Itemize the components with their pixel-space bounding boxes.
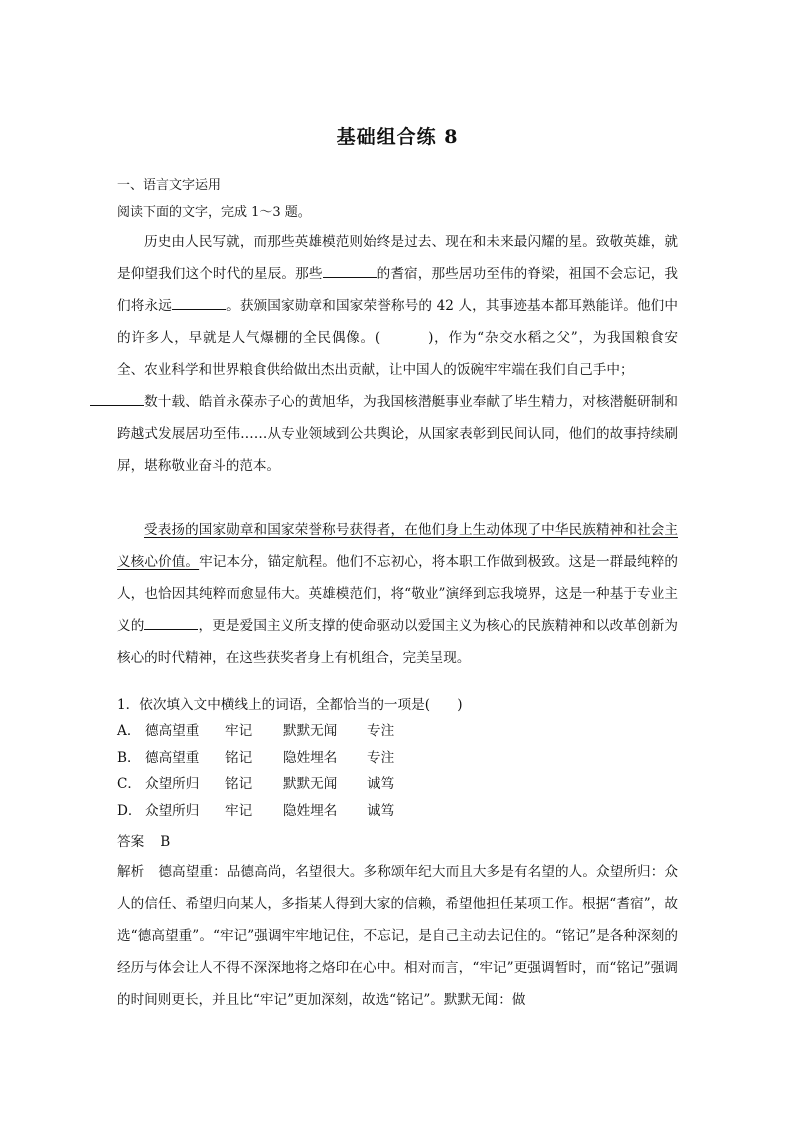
- passage-paragraph-1: [117, 226, 678, 482]
- fill-blank-4: [144, 615, 198, 630]
- option-letter: C．: [117, 776, 141, 792]
- question-stem: 1．依次填入文中横线上的词语，全都恰当的一项是( ): [117, 697, 463, 713]
- explanation-label: 解析: [117, 864, 145, 880]
- option-d: [117, 799, 427, 826]
- explanation-paragraph: [117, 856, 678, 1016]
- option-word: 默默无闻: [283, 776, 338, 792]
- option-word: 众望所归: [145, 776, 200, 792]
- option-word: 隐姓埋名: [283, 749, 338, 766]
- passage-paragraph-2: [117, 514, 678, 674]
- option-word: 众望所归: [145, 802, 200, 819]
- option-letter: A．: [117, 723, 141, 739]
- option-letter: B．: [117, 749, 141, 766]
- passage-text: 。获颁国家勋章和国家荣誉称号的 42 人，其事迹基本都耳熟能详。他们中的许多人，早就是人气爆棚的全民偶像。(: [117, 298, 679, 346]
- answer-value: B: [160, 834, 171, 850]
- answer-options: [117, 719, 427, 825]
- fill-blank-1: [323, 263, 377, 278]
- passage-text: ，作为“杂交水稻之父”，为我国粮食安全、农业科学和世界粮食供给做出杰出贡献，让中国人的饭碗牢牢端在我们自己手中；: [117, 330, 678, 378]
- answer-label: 答案: [117, 834, 145, 850]
- section-heading: 一、语言文字运用: [117, 178, 222, 193]
- explanation-text: 德高望重：品德高尚，名望很大。多称颂年纪大而且大多是有名望的人。众望所归：众人的信任、希望归向某人，多指某人得到大家的信赖，希望他担任某项工作。根据“耆宿”，故选“德高望重”。“牢记”强调牢牢地记住，不忘记，是自己主动去记住的。“铭记”是各种深刻的经历与体会让人不得不深深地将之烙印在心中。相对而言，“牢记”更强调暂时，而“铭记”强调的时间则更长，并且比“牢记”更加深刻，故选“铭记”。默默无闻：做: [117, 864, 679, 1008]
- passage-text: 数十载、皓首永葆赤子心的黄旭华，为我国核潜艇事业奉献了毕生精力，对核潜艇研制和跨越式发展居功至伟……从专业领域到公共舆论，从国家表彰到民间认同，他们的故事持续刷屏，堪称敬业奋斗的范本。: [117, 394, 678, 474]
- option-a: [117, 719, 427, 746]
- option-word: 专注: [367, 749, 395, 766]
- option-b: [117, 746, 427, 773]
- page-title: 基础组合练 8: [336, 126, 459, 148]
- option-word: 铭记: [225, 749, 253, 766]
- underlined-sentence: 受表扬的国家勋章和国家荣誉称号获得者，在他们身上生动体现了中华民族精神和社会主义核心价值。: [117, 522, 678, 570]
- option-word: 牢记: [225, 723, 253, 739]
- option-word: 诚笃: [367, 802, 395, 819]
- fill-blank-3: [90, 391, 144, 406]
- passage-text: 牢记本分，锚定航程。他们不忘初心，将本职工作做到极致。这是一群最纯粹的人，也恰因其纯粹而愈显伟大。英雄模范们，将“敬业”演绎到忘我境界，这是一种基于专业主义的: [117, 554, 679, 634]
- option-word: 德高望重: [145, 749, 200, 766]
- option-word: 隐姓埋名: [283, 802, 338, 819]
- option-word: 牢记: [225, 802, 253, 819]
- paren-close: ): [428, 330, 434, 346]
- answer-line: [117, 830, 170, 850]
- option-word: 专注: [367, 723, 395, 739]
- option-word: 德高望重: [145, 723, 200, 739]
- passage-text: ，更是爱国主义所支撑的使命驱动以爱国主义为核心的民族精神和以改革创新为核心的时代精神，在这些获奖者身上有机组合，完美呈现。: [117, 618, 678, 666]
- passage-text: 历史由人民写就，而那些英雄模范则始终是过去、现在和未来最闪耀的星。致敬英雄，就是仰望我们这个时代的星辰。那些: [117, 234, 678, 282]
- fill-blank-2: [172, 295, 226, 310]
- option-c: [117, 772, 427, 799]
- option-letter: D．: [117, 802, 142, 819]
- option-word: 诚笃: [367, 776, 395, 792]
- option-word: 默默无闻: [283, 723, 338, 739]
- instruction-text: 阅读下面的文字，完成 1～3 题。: [117, 205, 311, 220]
- option-word: 铭记: [225, 776, 253, 792]
- passage-text: 的耆宿，那些居功至伟的脊梁，祖国不会忘记，我们将永远: [117, 266, 679, 314]
